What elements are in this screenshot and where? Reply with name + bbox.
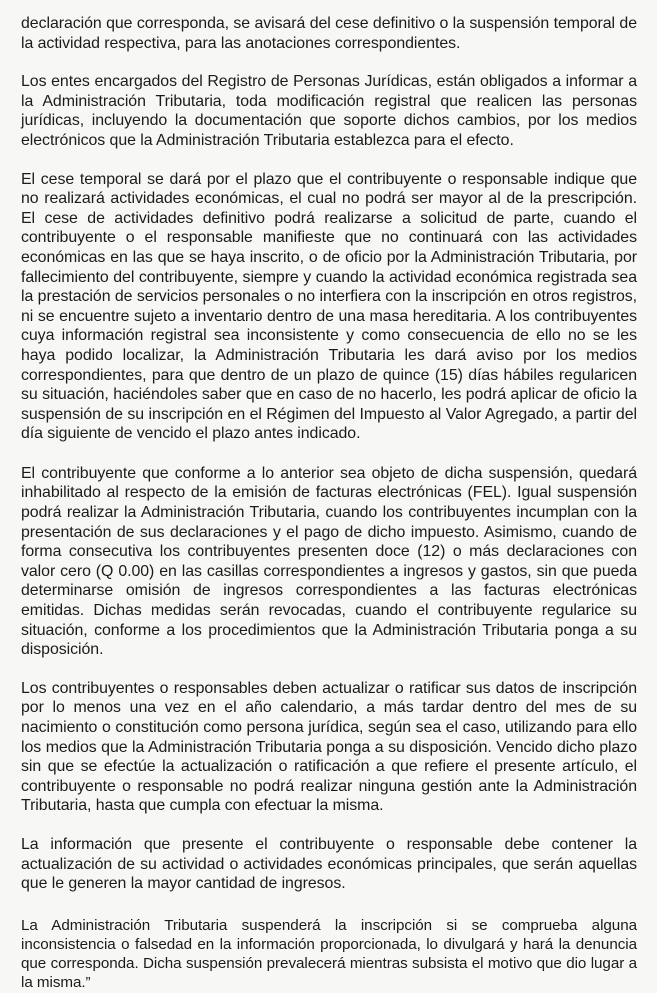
paragraph-registro-personas-juridicas: Los entes encargados del Registro de Personas Jurídicas, están obligados a informar a la Administración Tributaria, toda modificación registral que realicen las personas jurídicas, incluyendo la documentación que soporte dichos cambios, por los medios electrónicos que la Administración Tributaria establezca para el efecto.: [21, 73, 637, 149]
paragraph-cese-temporal-definitivo: El cese temporal se dará por el plazo que el contribuyente o responsable indique que no realizará actividades económicas, el cual no podrá ser mayor al de la prescripción. El cese de actividades definitivo podrá realizarse a solicitud de parte, cuando el contribuyente o el responsable manifieste que no continuará con las actividades económicas en las que se haya inscrito, o de oficio por la Administración Tributaria, por fallecimiento del contribuyente, siempre y cuando la actividad económica registrada sea la prestación de servicios personales o no interfiera con la inscripción en otros registros, ni se encuentre sujeto a inventario dentro de una masa hereditaria. A los contribuyentes cuya información registral sea inconsistente y como consecuencia de ello no se les haya podido localizar, la Administración Tributaria les dará aviso por los medios correspondientes, para que dentro de un plazo de quince (15) días hábiles regularicen su situación, haciéndoles saber que en caso de no hacerlo, les podrá aplicar de oficio la suspensión de su inscripción en el Régimen del Impuesto al Valor Agregado, a partir del día siguiente de vencido el plazo antes indicado.: [21, 170, 637, 443]
paragraph-actividad-economica: La información que presente el contribuyente o responsable debe contener la actualización de su actividad o actividades económicas principales, que serán aquellas que le generen la mayor cantidad de ingresos.: [21, 835, 637, 893]
paragraph-cese-aviso: declaración que corresponda, se avisará del cese definitivo o la suspensión temporal de la actividad respectiva, para las anotaciones correspondientes.: [21, 15, 637, 52]
paragraph-suspension-fel: El contribuyente que conforme a lo anterior sea objeto de dicha suspensión, quedará inhabilitado al respecto de la emisión de facturas electrónicas (FEL). Igual suspensión podrá realizar la Administración Tributaria, cuando los contribuyentes incumplan con la presentación de sus declaraciones y el pago de dicho impuesto. Asimismo, cuando de forma consecutiva los contribuyentes presenten doce (12) o más declaraciones con valor cero (Q 0.00) en las casillas correspondientes a ingresos y gastos, sin que pueda determinarse omisión de ingresos correspondientes a las facturas electrónicas emitidas. Dichas medidas serán revocadas, cuando el contribuyente regularice su situación, conforme a los procedimientos que la Administración Tributaria ponga a su disposición.: [21, 464, 637, 659]
paragraph-suspension-inscripcion: La Administración Tributaria suspenderá la inscripción si se comprueba alguna inconsistencia o falsedad en la información proporcionada, lo divulgará y hará la denuncia que corresponda. Dicha suspensión prevalecerá mientras subsista el motivo que dio lugar a la misma.”: [21, 916, 637, 992]
paragraph-actualizacion-datos: Los contribuyentes o responsables deben actualizar o ratificar sus datos de inscripción por lo menos una vez en el año calendario, a más tardar dentro del mes de su nacimiento o constitución como persona jurídica, según sea el caso, utilizando para ello los medios que la Administración Tributaria ponga a su disposición. Vencido dicho plazo sin que se efectúe la actualización o ratificación a que refiere el presente artículo, el contribuyente o responsable no podrá realizar ninguna gestión ante la Administración Tributaria, hasta que cumpla con efectuar la misma.: [21, 679, 637, 815]
